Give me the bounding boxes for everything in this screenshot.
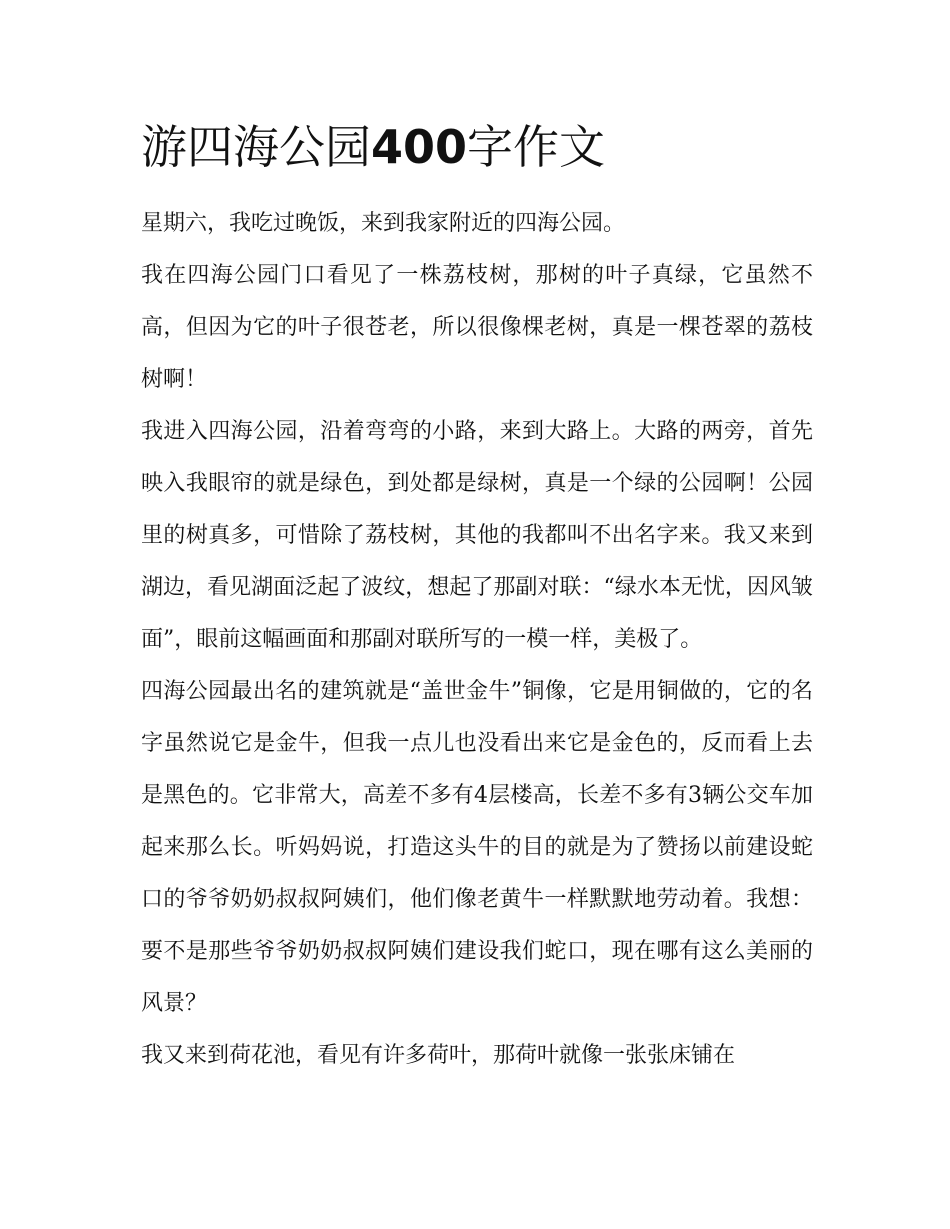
document-page: [141, 112, 813, 1082]
title-prefix: 游四海公园: [141, 120, 371, 174]
paragraph-2: 我在四海公园门口看见了一株荔枝树，那树的叶子真绿，它虽然不高，但因为它的叶子很苍老，所以很像棵老树，真是一棵苍翠的荔枝树啊！: [141, 263, 813, 392]
paragraph-3: 我进入四海公园，沿着弯弯的小路，来到大路上。大路的两旁，首先映入我眼帘的就是绿色，到处都是绿树，真是一个绿的公园啊！公园里的树真多，可惜除了荔枝树，其他的我都叫不出名字来。我又来到湖边，看见湖面泛起了波纹，想起了那副对联：“绿水本无忧，因风皱面”，眼前这幅画面和那副对联所写的一模一样，美极了。: [141, 419, 813, 652]
paragraph-1: 星期六，我吃过晚饭，来到我家附近的四海公园。: [141, 211, 626, 236]
document-title: [141, 112, 813, 182]
paragraph-4: 四海公园最出名的建筑就是“盖世金牛”铜像，它是用铜做的，它的名字虽然说它是金牛，但我一点儿也没看出来它是金色的，反而看上去是黑色的。它非常大，高差不多有4层楼高，长差不多有3辆公交车加起来那么长。听妈妈说，打造这头牛的目的就是为了赞扬以前建设蛇口的爷爷奶奶叔叔阿姨们，他们像老黄牛一样默默地劳动着。我想：要不是那些爷爷奶奶叔叔阿姨们建设我们蛇口，现在哪有这么美丽的风景？: [141, 679, 813, 1016]
paragraph-5: 我又来到荷花池，看见有许多荷叶，那荷叶就像一张张床铺在: [141, 1043, 736, 1068]
title-number: 400: [371, 120, 468, 174]
title-suffix: 字作文: [467, 120, 606, 174]
